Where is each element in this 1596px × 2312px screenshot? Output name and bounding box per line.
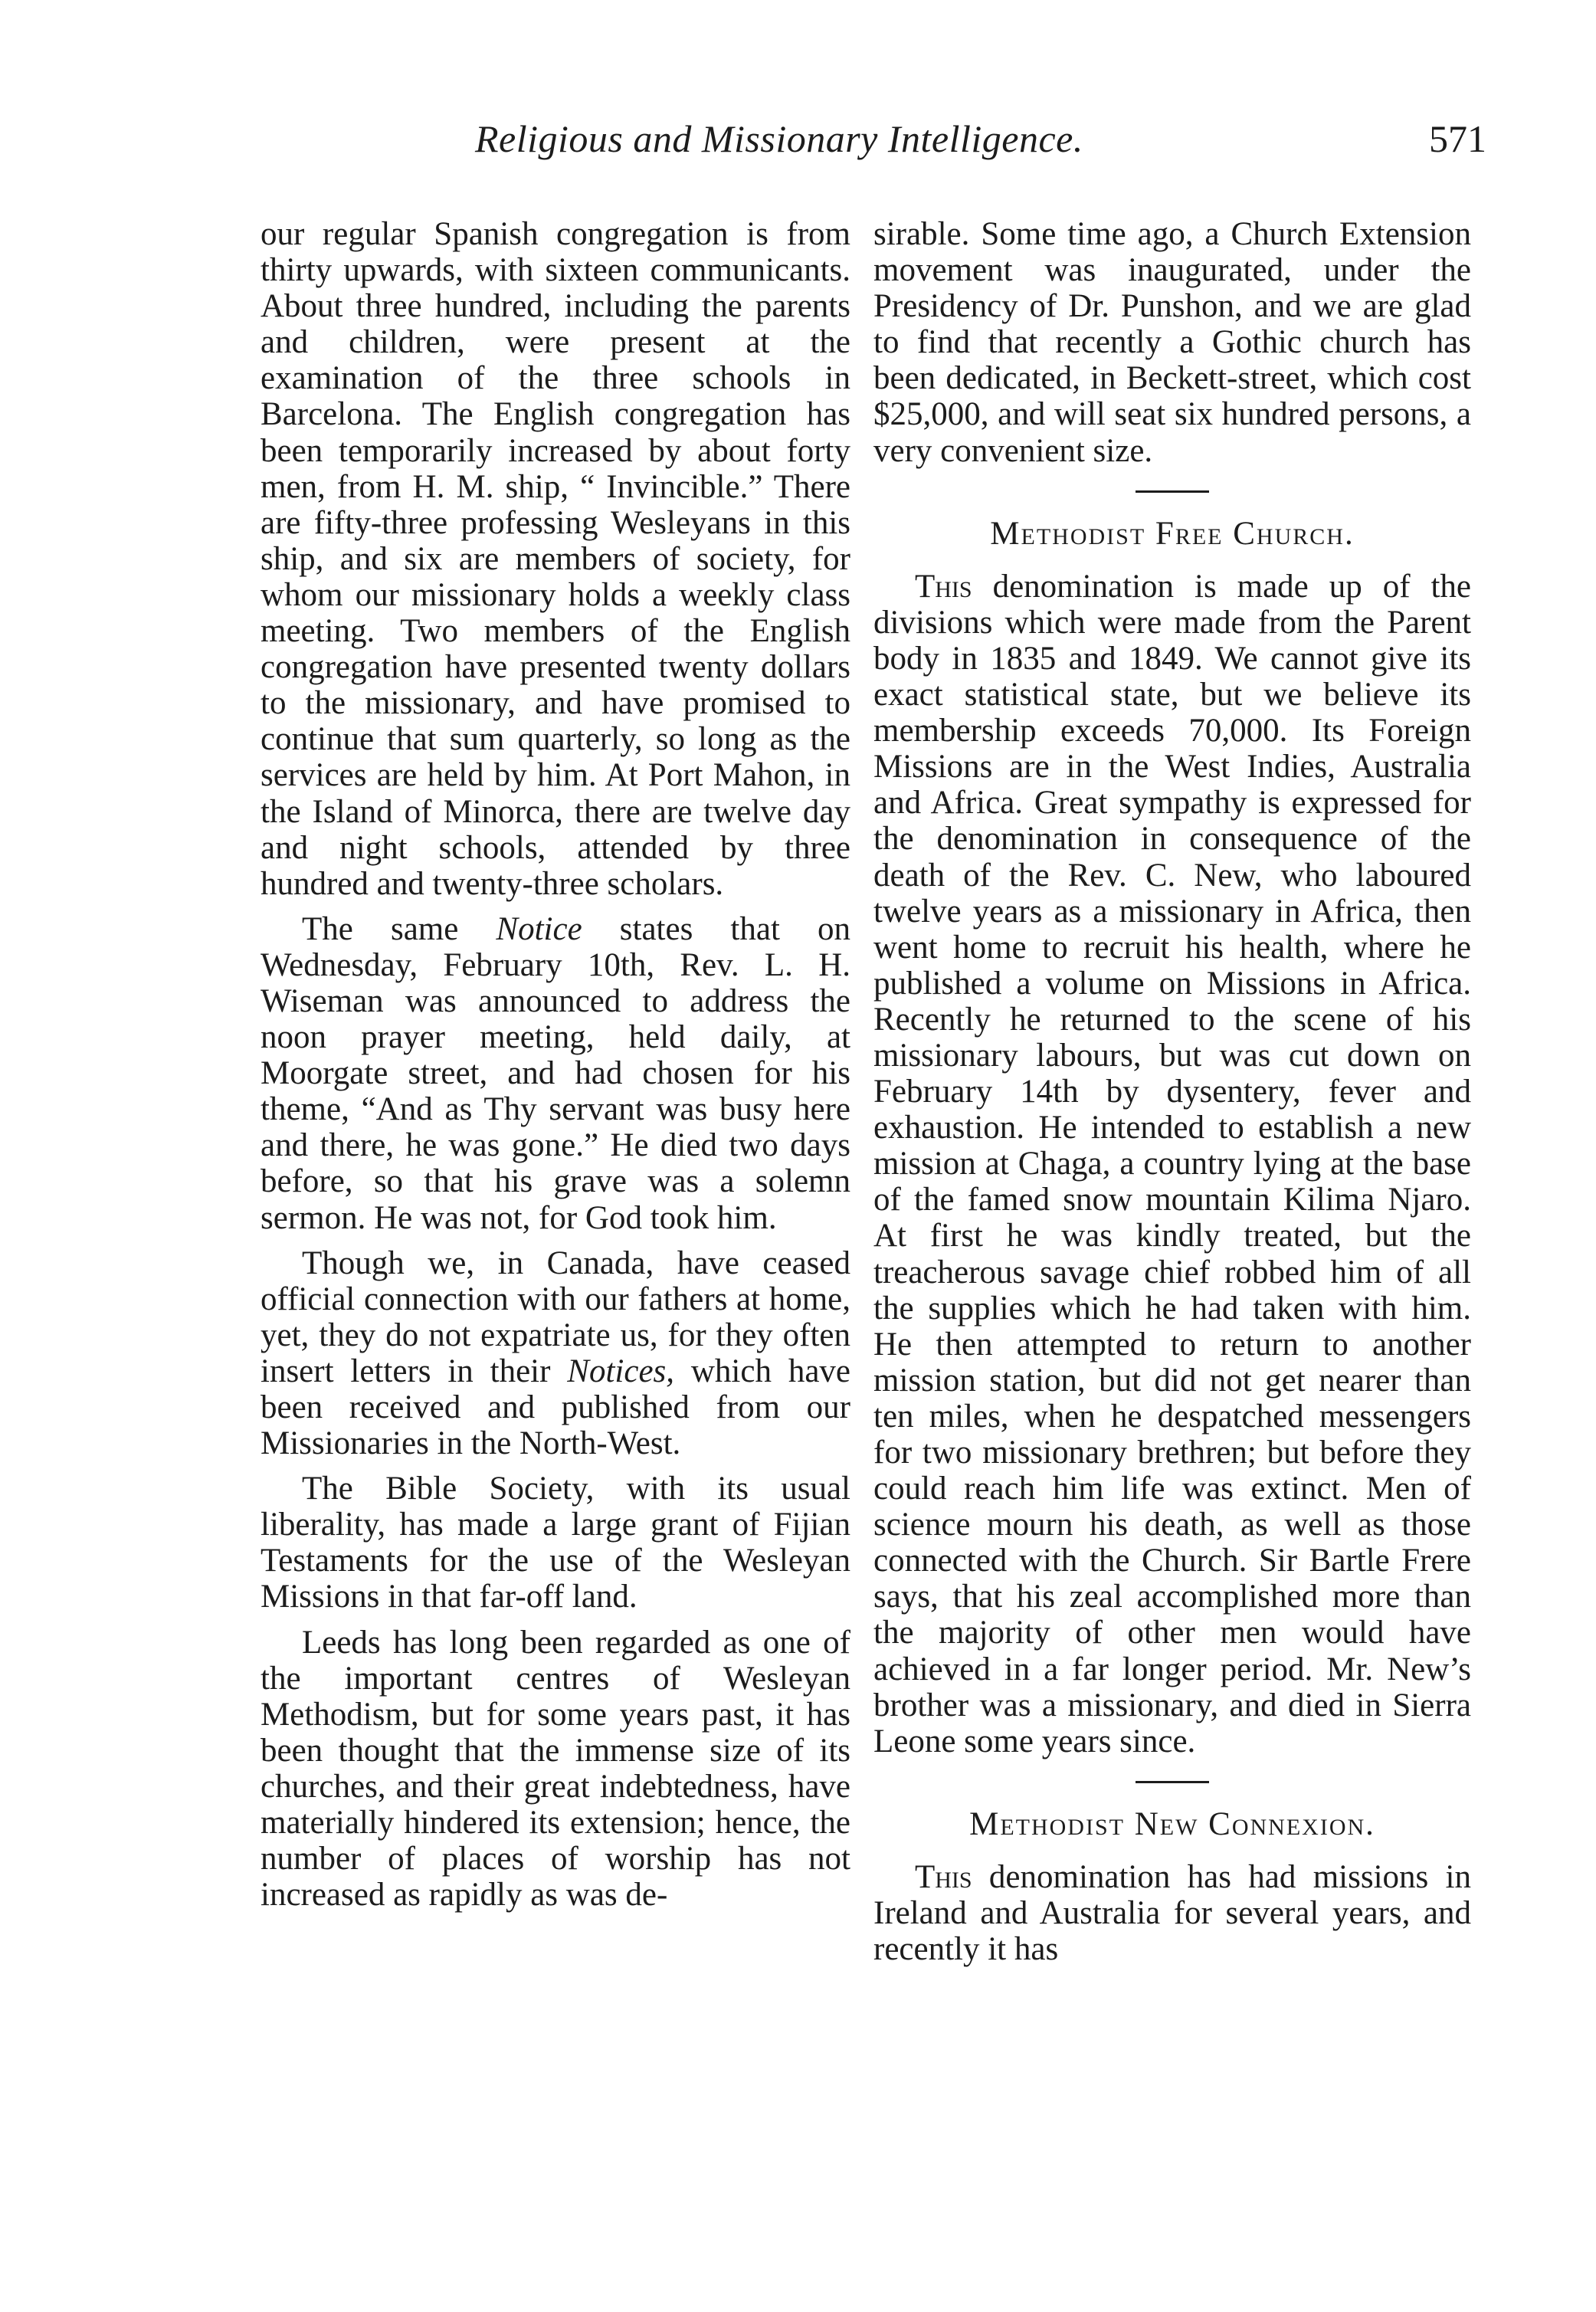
text-run: denomination is made up of the divisions which were made from the Parent body in 1835 and 1849. We cannot give its exact statistical state, but we believe its membership exceeds 70,000. Its Foreign Missions are in the West Indies, Australia and Africa. Great sympathy is expressed for the denomination in consequence of the death of the Rev. C. New, who laboured twelve years as a missionary in Africa, then went home to recruit his health, where he published a volume on Missions in Africa. Recently he returned to the scene of his missionary labours, but was cut down on February 14th by dysentery, fever and exhaustion. He intended to establish a new mission at Chaga, a country lying at the base of the famed snow mountain Kilima Njaro. At first he was kindly treated, but the treacherous savage chief robbed him of all the supplies which he had taken with him. He then attempted to return to another mission station, but did not get nearer than ten miles, when he despatched messengers for two missionary brethren; but before they could reach him life was extinct. Men of science mourn his death, as well as those connected with the Church. Sir Bartle Frere says, that his zeal accomplished more than the majority of other men would have achieved in a far longer period. Mr. New’s brother was a missionary, and died in Sierra Leone some years since. — [873, 568, 1472, 1759]
left-column — [261, 216, 850, 1913]
text-run: which have been received and published from our Missionaries in the North-West. — [261, 1353, 850, 1462]
text-run: The same — [302, 910, 459, 947]
text-run: states that on Wednesday, February 10th, Rev. L. H. Wiseman was announced to address the noon prayer meeting, held daily, at Moorgate street, and had chosen for his theme, “And as Thy servant was busy here and there, he was gone.” He died two days before, so that his grave was a solemn sermon. He was not, for God took him. — [261, 910, 851, 1236]
paragraph: sirable. Some time ago, a Church Extension movement was inaugurated, under the Presidency of Dr. Punshon, and we are glad to find that recently a Gothic church has been dedicated, in Beckett-street, which cost $25,000, and will seat six hundred persons, a very convenient size. — [873, 216, 1471, 469]
lead-word: This — [915, 1858, 972, 1895]
paragraph: Leeds has long been regarded as one of the important centres of Wesleyan Methodism, but for some years past, it has been thought that the immense size of its churches, and their great indebtedness, have materially hindered its extension; hence, the number of places of worship has not increased as rapidly as was de- — [261, 1624, 850, 1914]
text-run: denomination has had missions in Ireland and Australia for several years, and recently it has — [873, 1858, 1471, 1968]
section-divider — [1136, 1781, 1209, 1783]
running-head — [475, 116, 1486, 170]
paragraph: our regular Spanish congregation is from thirty upwards, with sixteen communicants. About three hundred, including the parents and children, were present at the examination of the three schools in Barcelona. The English congregation has been temporarily increased by about forty men, from H. M. ship, “ Invincible.” There are fifty-three professing Wesleyans in this ship, and six are members of society, for whom our missionary holds a weekly class meeting. Two members of the English congregation have presented twenty dollars to the missionary, and have promised to continue that sum quarterly, so long as the services are held by him. At Port Mahon, in the Island of Minorca, there are twelve day and night schools, attended by three hundred and twenty-three scholars. — [261, 216, 850, 902]
paragraph — [873, 569, 1471, 1759]
lead-word: This — [915, 568, 972, 605]
running-title: Religious and Missionary Intelligence. — [475, 117, 1083, 160]
italic-term: Notices, — [567, 1353, 675, 1389]
paragraph — [873, 1859, 1471, 1967]
right-column — [873, 216, 1471, 1967]
text-run: Though we, in Canada, have ceased official connection with our fathers at home, yet, they do not expatriate us, for they often insert letters in their — [261, 1245, 850, 1389]
paragraph — [261, 911, 850, 1236]
section-divider — [1136, 490, 1209, 493]
section-heading: Methodist Free Church. — [990, 515, 1355, 552]
paragraph: The Bible Society, with its usual liberality, has made a large grant of Fijian Testaments for the use of the Wesleyan Missions in that far-off land. — [261, 1471, 850, 1615]
italic-term: Notice — [496, 910, 582, 947]
page-number: 571 — [1429, 117, 1486, 160]
section-heading: Methodist New Connexion. — [969, 1805, 1375, 1842]
paragraph — [261, 1245, 850, 1462]
